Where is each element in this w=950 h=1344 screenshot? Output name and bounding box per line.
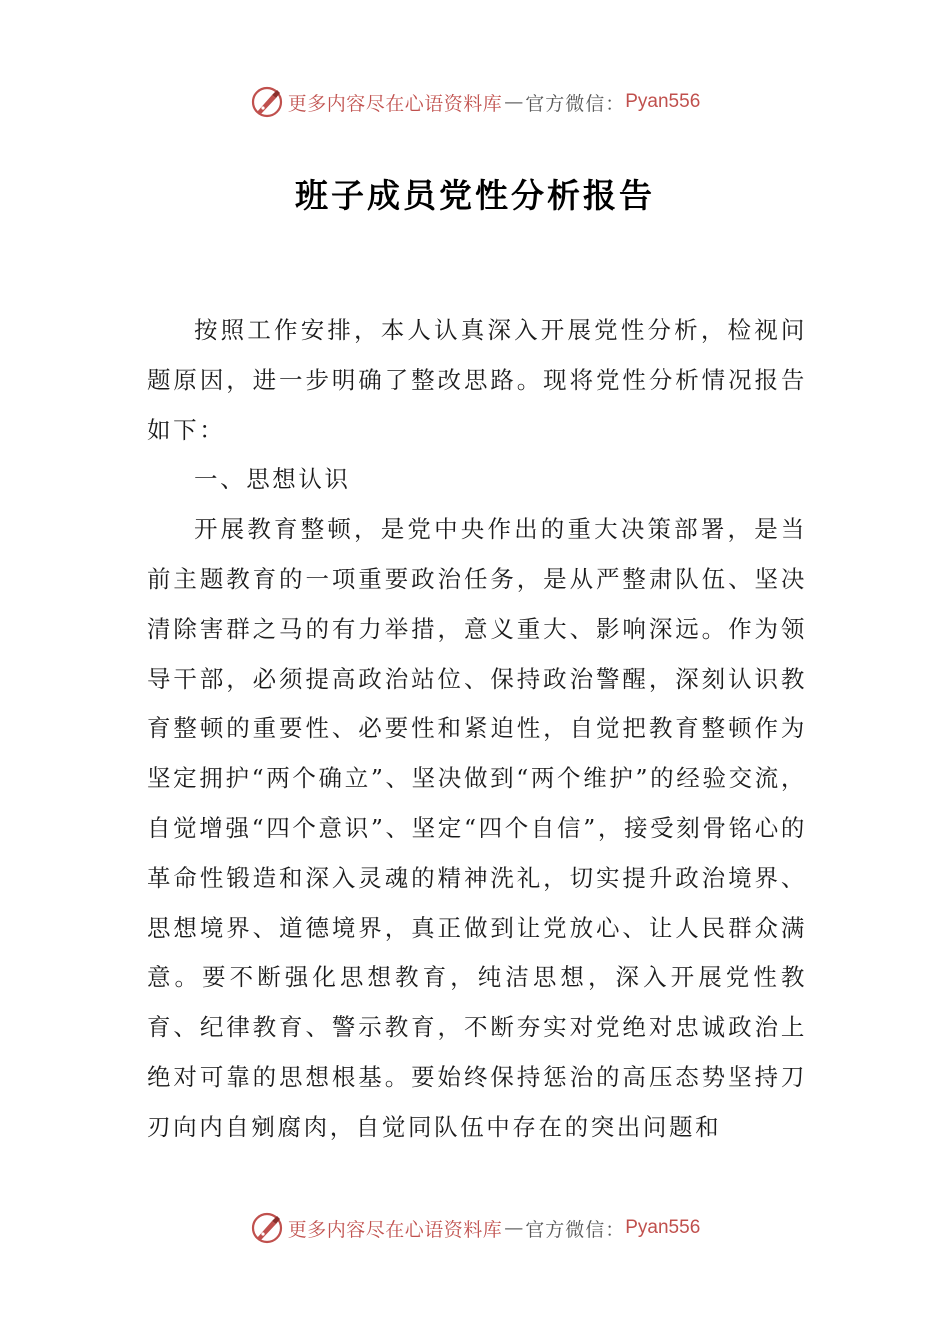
watermark-slogan: 更多内容尽在心语资料库 [287,1218,503,1241]
watermark-wechat-label: 官方微信： [525,1218,626,1241]
document-body [147,306,807,1153]
watermark-wechat-id: Pyan556 [625,1217,701,1238]
watermark-separator: — [504,91,524,113]
section-heading: 一、思想认识 [194,465,351,494]
footer-watermark [0,1208,950,1248]
watermark-separator: — [504,1217,524,1239]
document-title: 班子成员党性分析报告 [295,176,655,215]
pen-nib-circle-icon [250,1211,284,1245]
paragraph-body: 开展教育整顿，是党中央作出的重大决策部署，是当前主题教育的一项重要政治任务，是从严整肃队伍、坚决清除害群之马的有力举措，意义重大、影响深远。作为领导干部，必须提高政治站位、保持政治警醒，深刻认识教育整顿的重要性、必要性和紧迫性，自觉把教育整顿作为坚定拥护“两个确立”、坚决做到“两个维护”的经验交流，自觉增强“四个意识”、坚定“四个自信”，接受刻骨铭心的革命性锻造和深入灵魂的精神洗礼，切实提升政治境界、思想境界、道德境界，真正做到让党放心、让人民群众满意。要不断强化思想教育，纯洁思想，深入开展党性教育、纪律教育、警示教育，不断夯实对党绝对忠诚政治上绝对可靠的思想根基。要始终保持惩治的高压态势坚持刀刃向内自剜腐肉，自觉同队伍中存在的突出问题和 [147,515,807,1141]
header-watermark [0,82,950,122]
watermark-wechat-id: Pyan556 [625,91,701,112]
watermark-wechat-label: 官方微信： [525,92,626,115]
paragraph-intro: 按照工作安排，本人认真深入开展党性分析，检视问题原因，进一步明确了整改思路。现将党性分析情况报告如下： [147,316,807,444]
watermark-slogan: 更多内容尽在心语资料库 [287,92,503,115]
pen-nib-circle-icon [250,85,284,119]
